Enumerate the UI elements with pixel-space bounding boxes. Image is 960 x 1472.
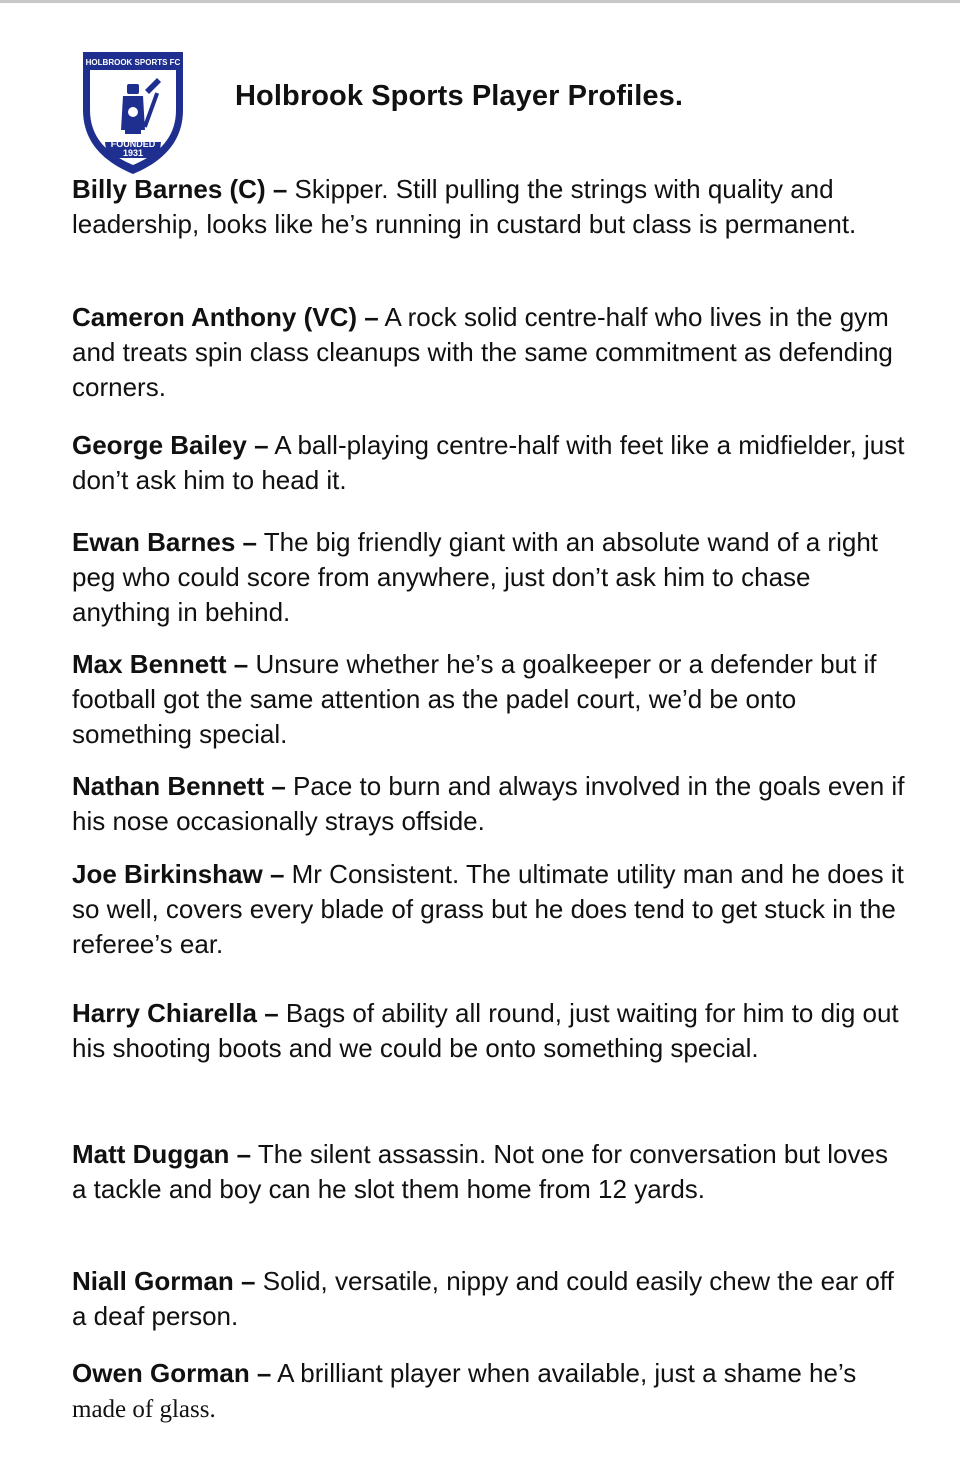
player-description: Mr Consistent. The ultimate utility man and he does it so well, covers every blade of grass but he does tend to get stuck in the referee’s ear. <box>72 859 904 959</box>
profile-paragraph <box>72 1137 908 1207</box>
crest-founded-year: 1931 <box>122 148 144 158</box>
player-description: A ball-playing centre-half with feet like a midfielder, just don’t ask him to head it. <box>72 430 905 495</box>
player-description: Pace to burn and always involved in the goals even if his nose occasionally strays offside. <box>72 771 905 836</box>
page-title: Holbrook Sports Player Profiles. <box>235 80 683 112</box>
player-description-tail: made of glass. <box>72 1396 216 1423</box>
profile-paragraph <box>72 996 908 1066</box>
player-description: Skipper. Still pulling the strings with quality and leadership, looks like he’s running in custard but class is permanent. <box>72 174 857 239</box>
crest-club-name: HOLBROOK SPORTS FC <box>85 58 181 67</box>
player-name: George Bailey – <box>72 430 269 460</box>
player-description: Unsure whether he’s a goalkeeper or a defender but if football got the same attention as the padel court, we’d be onto something special. <box>72 649 877 749</box>
player-name: Matt Duggan – <box>72 1139 252 1169</box>
profile-paragraph <box>72 647 908 752</box>
profile-paragraph <box>72 1356 908 1427</box>
player-description: Bags of ability all round, just waiting for him to dig out his shooting boots and we could be onto something special. <box>72 998 899 1063</box>
player-description: A rock solid centre-half who lives in the gym and treats spin class cleanups with the same commitment as defending corners. <box>72 302 893 402</box>
top-divider <box>0 0 960 3</box>
player-name: Billy Barnes (C) – <box>72 174 288 204</box>
player-name: Owen Gorman – <box>72 1358 272 1388</box>
player-name: Ewan Barnes – <box>72 527 257 557</box>
player-name: Max Bennett – <box>72 649 249 679</box>
player-description: A brilliant player when available, just a shame he’s <box>271 1358 857 1388</box>
player-description: The big friendly giant with an absolute wand of a right peg who could score from anywhere, just don’t ask him to chase anything in behind. <box>72 527 879 627</box>
profile-paragraph <box>72 769 908 839</box>
player-description: Solid, versatile, nippy and could easily chew the ear off a deaf person. <box>72 1266 894 1331</box>
profile-paragraph <box>72 525 908 630</box>
club-crest-icon <box>79 48 187 176</box>
player-name: Harry Chiarella – <box>72 998 279 1028</box>
crest-founded-label: FOUNDED <box>110 139 156 149</box>
player-name: Joe Birkinshaw – <box>72 859 285 889</box>
player-name: Nathan Bennett – <box>72 771 286 801</box>
player-name: Cameron Anthony (VC) – <box>72 302 379 332</box>
profile-paragraph <box>72 428 908 498</box>
profile-paragraph <box>72 172 908 242</box>
profile-paragraph <box>72 857 908 962</box>
profile-paragraph <box>72 1264 908 1334</box>
profile-paragraph <box>72 300 908 405</box>
player-description: The silent assassin. Not one for conversation but loves a tackle and boy can he slot them home from 12 yards. <box>72 1139 888 1204</box>
player-name: Niall Gorman – <box>72 1266 256 1296</box>
